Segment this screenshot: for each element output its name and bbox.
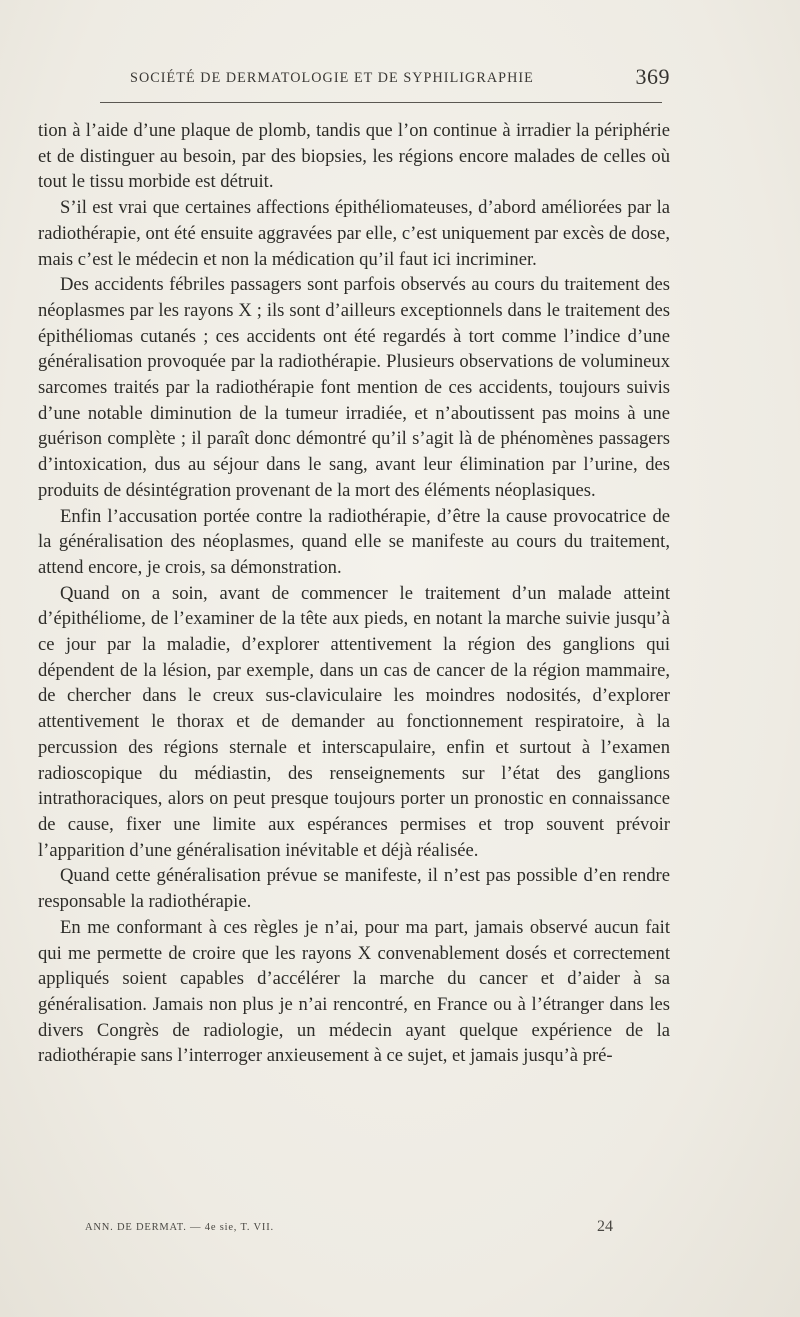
running-head: SOCIÉTÉ DE DERMATOLOGIE ET DE SYPHILIGRAPHIE: [130, 70, 534, 86]
paragraph: Quand cette généralisation prévue se manifeste, il n’est pas possible d’en rendre responsable la radiothérapie.: [38, 865, 670, 913]
header-rule: [100, 102, 662, 103]
body-text: [38, 118, 670, 1069]
sheet-number: 24: [597, 1218, 613, 1235]
paragraph: En me conformant à ces règles je n’ai, pour ma part, jamais observé aucun fait qui me permette de croire que les rayons X convenablement dosés et correctement appliqués soient capables d’accélérer la marche du cancer et d’aider à sa généralisation. Jamais non plus je n’ai rencontré, en France ou à l’étranger dans les divers Congrès de radiologie, un médecin ayant quelque expérience de la radiothérapie sans l’interroger anxieusement à ce sujet, et jamais jusqu’à pré-: [38, 916, 670, 1067]
page-number: 369: [635, 64, 670, 89]
paragraph: Enfin l’accusation portée contre la radiothérapie, d’être la cause provocatrice de la généralisation des néoplasmes, quand elle se manifeste au cours du traitement, attend encore, je crois, sa démonstration.: [38, 505, 670, 578]
signature-line: ANN. DE DERMAT. — 4e sie, T. VII.: [85, 1222, 274, 1233]
paragraph: tion à l’aide d’une plaque de plomb, tandis que l’on continue à irradier la périphérie et de distinguer au besoin, par des biopsies, les régions encore malades de celles où tout le tissu morbide est détruit.: [38, 120, 670, 193]
page-footer: [85, 1218, 625, 1240]
paragraph: Quand on a soin, avant de commencer le traitement d’un malade atteint d’épithéliome, de l’examiner de la tête aux pieds, en notant la marche suivie jusqu’à ce jour par la maladie, d’explorer attentivement la région des ganglions qui dépendent de la lésion, par exemple, dans un cas de cancer de la région mammaire, de chercher dans le creux sus-claviculaire les moindres nodosités, d’explorer attentivement le thorax et de demander au fonctionnement respiratoire, à la percussion des régions sternale et interscapulaire, enfin et surtout à l’examen radioscopique du médiastin, des renseignements sur l’état des ganglions intrathoraciques, alors on peut presque toujours porter un pronostic en connaissance de cause, fixer une limite aux espérances permises et trop souvent prévoir l’apparition d’une généralisation inévitable et déjà réalisée.: [38, 582, 670, 861]
paragraph: Des accidents fébriles passagers sont parfois observés au cours du traitement des néoplasmes par les rayons X ; ils sont d’ailleurs exceptionnels dans le traitement des épithéliomas cutanés ; ces accidents ont été regardés à tort comme l’indice d’une généralisation provoquée par la radiothérapie. Plusieurs observations de volumineux sarcomes traités par la radiothérapie font mention de ces accidents, toujours suivis d’une notable diminution de la tumeur irradiée, et n’aboutissent pas moins à une guérison complète ; il paraît donc démontré qu’il s’agit là de phénomènes passagers d’intoxication, dus au séjour dans le sang, avant leur élimination par l’urine, des produits de désintégration provenant de la mort des éléments néoplasiques.: [38, 274, 670, 501]
paragraph: S’il est vrai que certaines affections épithéliomateuses, d’abord améliorées par la radiothérapie, ont été ensuite aggravées par elle, c’est uniquement par excès de dose, mais c’est le médecin et non la médication qu’il faut ici incriminer.: [38, 197, 670, 270]
page-header: [100, 64, 670, 94]
